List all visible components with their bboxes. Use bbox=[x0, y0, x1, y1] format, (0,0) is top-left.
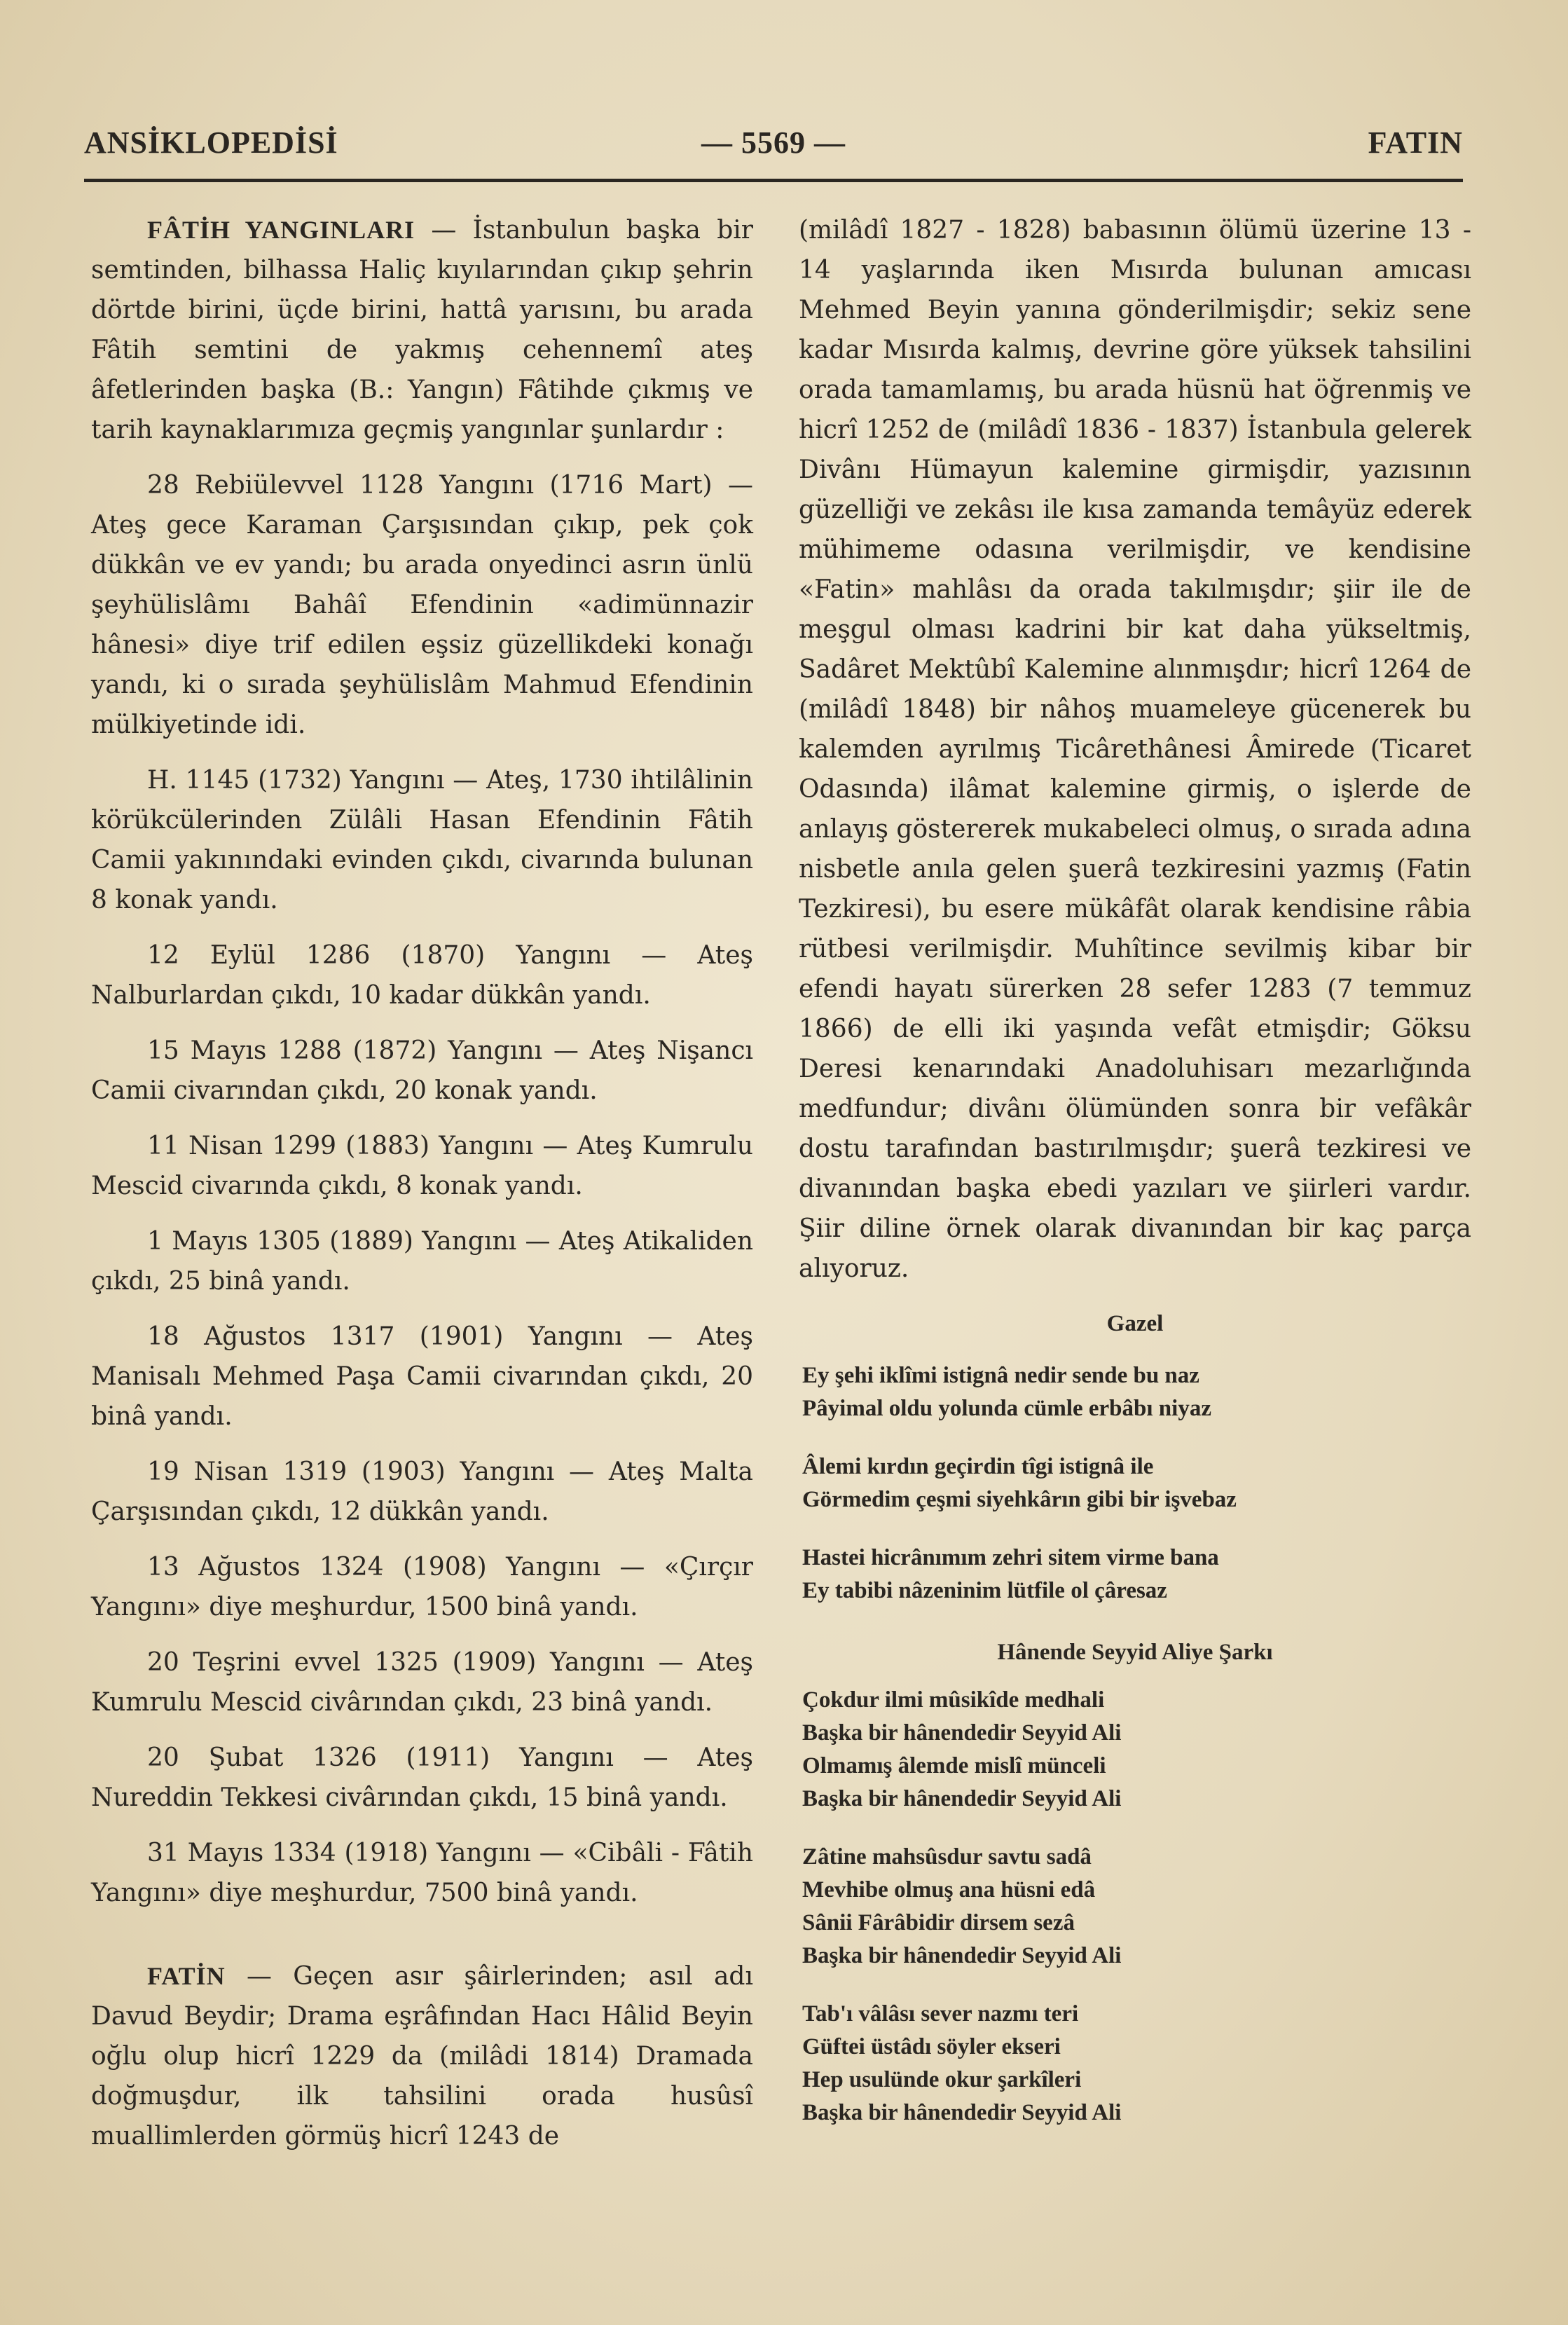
left-column bbox=[91, 210, 753, 2172]
entry-title: FATİN bbox=[147, 1962, 226, 1990]
poem-line: Başka bir hânendedir Seyyid Ali bbox=[802, 2100, 1122, 2125]
page-header bbox=[84, 125, 1463, 167]
poem-line: Başka bir hânendedir Seyyid Ali bbox=[802, 1943, 1122, 1968]
fire-entry: 12 Eylül 1286 (1870) Yangını — Ateş Nalburlardan çıkdı, 10 kadar dükkân yandı. bbox=[91, 941, 753, 1010]
poem-line: Hastei hicrânımım zehri sitem virme bana bbox=[802, 1545, 1219, 1570]
fire-entry: 15 Mayıs 1288 (1872) Yangını — Ateş Nişancı Camii civarından çıkdı, 20 konak yandı. bbox=[91, 1036, 753, 1105]
page-number: — 5569 — bbox=[701, 125, 846, 160]
fire-entry: 11 Nisan 1299 (1883) Yangını — Ateş Kumrulu Mescid civarında çıkdı, 8 konak yandı. bbox=[91, 1132, 753, 1200]
fire-entry: 13 Ağustos 1324 (1908) Yangını — «Çırçır Yangını» diye meşhurdur, 1500 binâ yandı. bbox=[91, 1553, 753, 1621]
entry-title: FÂTİH YANGINLARI bbox=[147, 216, 415, 244]
header-right-keyword: FATIN bbox=[1368, 125, 1463, 160]
poem-line: Görmedim çeşmi siyehkârın gibi bir işvebaz bbox=[802, 1487, 1237, 1512]
poem-line: Mevhibe olmuş ana hüsni edâ bbox=[802, 1877, 1096, 1902]
right-column bbox=[799, 210, 1471, 2155]
fire-entry: 19 Nisan 1319 (1903) Yangını — Ateş Malta Çarşısından çıkdı, 12 dükkân yandı. bbox=[91, 1458, 753, 1526]
fire-entry: 28 Rebiülevvel 1128 Yangını (1716 Mart) — Ateş gece Karaman Çarşısından çıkıp, pek çok dükkân ve ev yandı; bu arada onyedinci asrın ünlü şeyhülislâmı Bahâî Efendinin «adimünnazir hânesi» diye trif edilen eşsiz güzellikdeki konağı yandı, ki o sırada şeyhülislâm Mahmud Efendinin mülkiyetinde idi. bbox=[91, 471, 753, 739]
poem-line: Ey tabibi nâzeninim lütfile ol çâresaz bbox=[802, 1578, 1167, 1603]
poem-line: Güftei üstâdı söyler ekseri bbox=[802, 2034, 1061, 2059]
entry-intro-text: — İstanbulun başka bir semtinden, bilhassa Haliç kıyılarından çıkıp şehrin dörtde birini, üçde birini, hattâ yarısını, bu arada Fâtih semtini de yakmış cehennemî ateş âfetlerinden başka (B.: Yangın) Fâtihde çıkmış ve tarih kaynaklarımıza geçmiş yangınlar şunlardır : bbox=[91, 216, 753, 444]
fire-entry: 20 Teşrini evvel 1325 (1909) Yangını — Ateş Kumrulu Mescid civârından çıkdı, 23 binâ yandı. bbox=[91, 1648, 753, 1717]
poem-line: Hep usulünde okur şarkîleri bbox=[802, 2067, 1082, 2092]
poem-stanza bbox=[799, 1542, 1471, 1607]
header-left-title: ANSİKLOPEDİSİ bbox=[84, 125, 338, 160]
poem-line: Tab'ı vâlâsı sever nazmı teri bbox=[802, 2001, 1079, 2026]
fire-entry: 20 Şubat 1326 (1911) Yangını — Ateş Nureddin Tekkesi civârından çıkdı, 15 binâ yandı. bbox=[91, 1743, 753, 1812]
poem-stanza bbox=[799, 1450, 1471, 1516]
poem-line: Başka bir hânendedir Seyyid Ali bbox=[802, 1786, 1122, 1811]
entry-fatin bbox=[91, 1956, 753, 2156]
sarki-title: Hânende Seyyid Aliye Şarkı bbox=[997, 1640, 1273, 1665]
poem-line: Âlemi kırdın geçirdin tîgi istignâ ile bbox=[802, 1454, 1154, 1479]
header-rule bbox=[84, 179, 1463, 182]
poem-stanza bbox=[799, 1684, 1471, 1816]
entry-text: — Geçen asır şâirlerinden; asıl adı Davud Beydir; Drama eşrâfından Hacı Hâlid Beyin oğlu olup hicrî 1229 da (milâdi 1814) Dramada doğmuşdur, ilk tahsilini orada husûsî muallimlerden görmüş hicrî 1243 de bbox=[91, 1962, 753, 2151]
poem-stanza bbox=[799, 1359, 1471, 1425]
fire-entry: 31 Mayıs 1334 (1918) Yangını — «Cibâli - Fâtih Yangını» diye meşhurdur, 7500 binâ yandı. bbox=[91, 1839, 753, 1907]
poem-stanza bbox=[799, 1841, 1471, 1973]
fire-entry: 18 Ağustos 1317 (1901) Yangını — Ateş Manisalı Mehmed Paşa Camii civarından çıkdı, 20 binâ yandı. bbox=[91, 1322, 753, 1431]
poem-line: Çokdur ilmi mûsikîde medhali bbox=[802, 1687, 1105, 1713]
fires-list bbox=[91, 465, 753, 1913]
fire-entry: 1 Mayıs 1305 (1889) Yangını — Ateş Atikaliden çıkdı, 25 binâ yandı. bbox=[91, 1227, 753, 1296]
poem-line: Sânii Fârâbidir dirsem sezâ bbox=[802, 1910, 1075, 1935]
gazel-poem bbox=[799, 1359, 1471, 1607]
poem-stanza bbox=[799, 1998, 1471, 2129]
poem-line: Pâyimal oldu yolunda cümle erbâbı niyaz bbox=[802, 1396, 1211, 1421]
entry-fatih-yanginlari bbox=[91, 210, 753, 450]
fire-entry: H. 1145 (1732) Yangını — Ateş, 1730 ihtilâlinin körükcülerinden Zülâli Hasan Efendinin Fâtih Camii yakınındaki evinden çıkdı, civarında bulunan 8 konak yandı. bbox=[91, 766, 753, 914]
entry-fatin-continuation: (milâdî 1827 - 1828) babasının ölümü üzerine 13 - 14 yaşlarında iken Mısırda bulunan amıcası Mehmed Beyin yanına gönderilmişdir; sekiz sene kadar Mısırda kalmış, devrine göre yüksek tahsilini orada tamamlamış, bu arada hüsnü hat öğrenmiş ve hicrî 1252 de (milâdî 1836 - 1837) İstanbula gelerek Divânı Hümayun kalemine girmişdir, yazısının güzelliği ve zekâsı ile kısa zamanda temâyüz ederek mühimeme odasına verilmişdir, ve kendisine «Fatin» mahlâsı da orada takılmışdır; şiir ile de meşgul olması kadrini bir kat daha yükseltmiş, Sadâret Mektûbî Kalemine alınmışdır; hicrî 1264 de (milâdî 1848) bir nâhoş muameleye gücenerek bu kalemden ayrılmış Ticârethânesi Âmirede (Ticaret Odasında) ilâmat kalemine girmiş, o işlerde de anlayış göstererek mukabeleci olmuş, o sırada adına nisbetle anıla gelen şuerâ tezkiresini yazmış (Fatin Tezkiresi), bu esere mükâfât olarak kendisine râbia rütbesi verilmişdir. Muhîtince sevilmiş kibar bir efendi hayatı sürerken 28 sefer 1283 (7 temmuz 1866) de elli iki yaşında vefât etmişdir; Göksu Deresi kenarındaki Anadoluhisarı mezarlığında medfundur; divânı ölümünden sonra bir vefâkâr dostu tarafından bastırılmışdır; şuerâ tezkiresi ve divanından başka ebedi yazıları ve şiirleri vardır. Şiir diline örnek olarak divanından bir kaç parça alıyoruz. bbox=[799, 216, 1471, 1283]
poem-line: Olmamış âlemde mislî münceli bbox=[802, 1753, 1106, 1778]
sarki-poem bbox=[799, 1684, 1471, 2129]
gazel-title: Gazel bbox=[1106, 1311, 1164, 1336]
spacer bbox=[91, 1928, 753, 1956]
poem-line: Zâtine mahsûsdur savtu sadâ bbox=[802, 1844, 1092, 1870]
poem-line: Ey şehi iklîmi istignâ nedir sende bu naz bbox=[802, 1363, 1199, 1388]
poem-line: Başka bir hânendedir Seyyid Ali bbox=[802, 1720, 1122, 1746]
